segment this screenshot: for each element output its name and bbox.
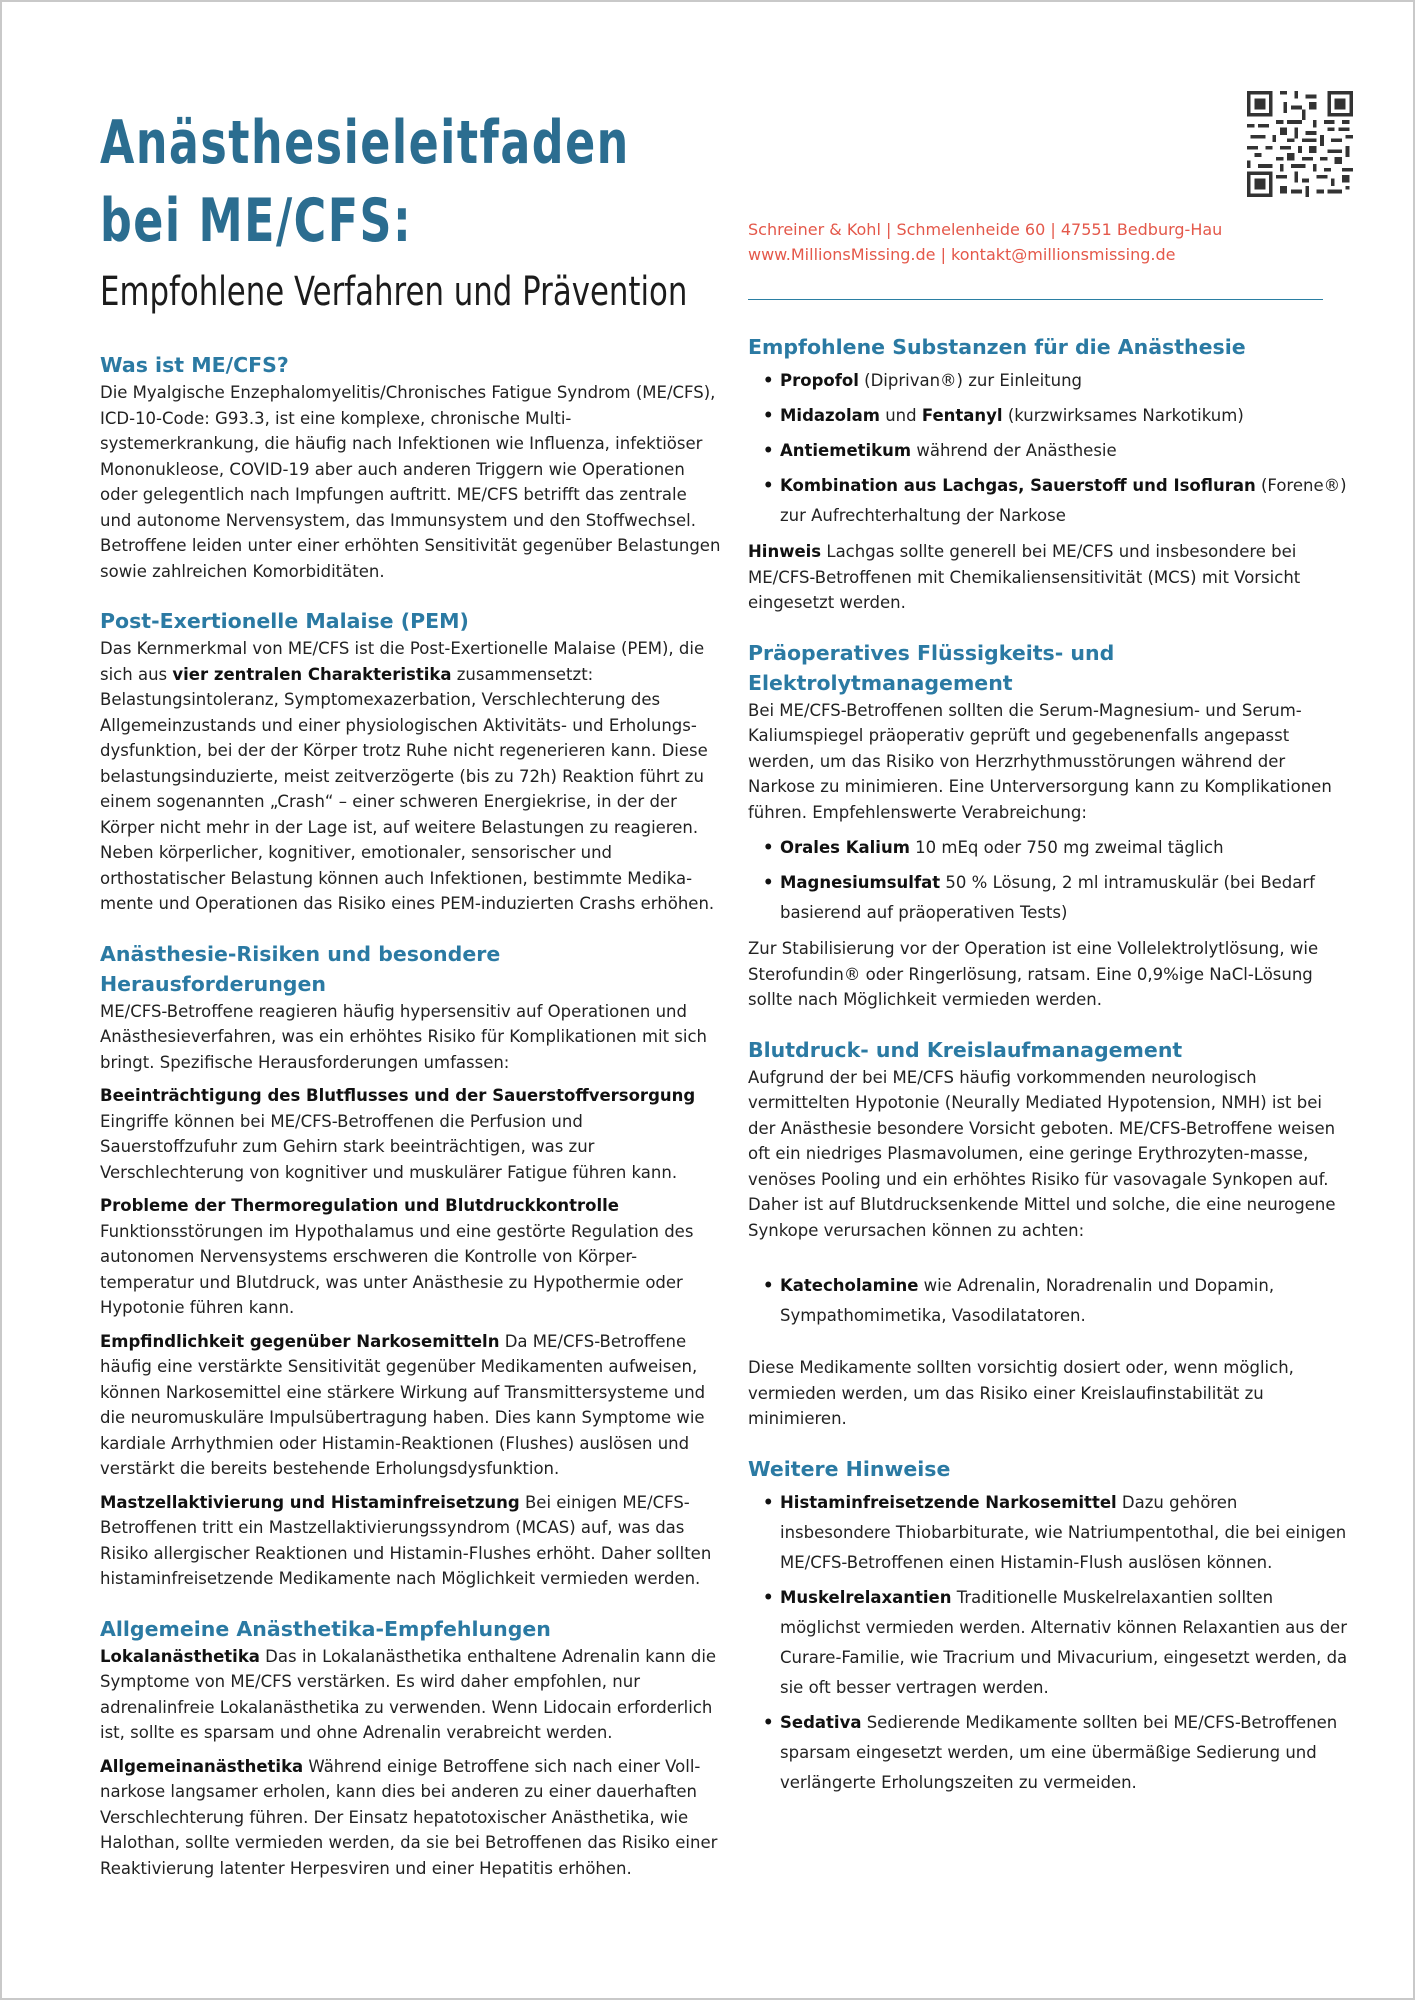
left-column	[100, 350, 722, 1903]
text-part: 50 % Lösung, 2 ml intramuskulär (bei Bedarf basierend auf präoperativen Tests)	[780, 873, 1315, 922]
list-item	[748, 1271, 1348, 1331]
bold-term: Allgemeinanästhetika	[100, 1756, 304, 1776]
bold-term: Hinweis	[748, 542, 822, 561]
list-item	[748, 833, 1348, 863]
list-item	[748, 366, 1348, 396]
text-part: und	[879, 406, 922, 425]
bullet-icon: •	[763, 371, 774, 390]
text-part: Bei einigen ME/CFS-Betroffenen tritt ein Mastzellaktivierungssyndrom (MCAS) auf, was das Risiko allergischer Reaktionen und Histamin-Flushes erhöht. Daher sollten histaminfreisetzende Medikamente nach Möglichkeit vermieden werden.	[100, 1492, 712, 1588]
bold-term: Propofol	[780, 371, 859, 390]
section-heading: Allgemeine Anästhetika-Empfehlungen	[100, 1616, 551, 1641]
section-heading: Empfohlene Substanzen für die Anästhesie	[748, 335, 1246, 359]
bullet-list	[748, 1271, 1348, 1331]
bullet-icon: •	[763, 476, 774, 495]
text-part: 10 mEq oder 750 mg zweimal täglich	[909, 838, 1224, 857]
bullet-icon: •	[763, 1587, 774, 1607]
bold-term: Histaminfreisetzende Narkosemittel	[780, 1492, 1117, 1512]
bullet-list	[748, 833, 1348, 928]
text-part: Sedierende Medikamente sollten bei ME/CFS-Betroffenen sparsam eingesetzt werden, um eine übermäßige Sedierung und verlängerte Erholungszeiten zu vermeiden.	[780, 1712, 1338, 1792]
section-heading: Anästhesie-Risiken und besondere Herausforderungen	[100, 941, 501, 996]
risk-paragraph	[100, 1329, 722, 1482]
list-item	[748, 1583, 1348, 1703]
bullet-list	[748, 366, 1348, 531]
list-item	[748, 1708, 1348, 1798]
section-empfohlene-substanzen	[748, 332, 1348, 616]
text-part: Während einige Betroffene sich nach einer Voll-narkose langsamer erholen, kann dies bei anderen zu einer dauerhaften Verschlechterung führen. Der Einsatz hepatotoxischer Anästhetika, wie Halothan, sollte vermieden werden, da sie bei Betroffenen das Risiko einer Reaktivierung latenter Herpesviren und einer Hepatitis erhöhen.	[100, 1756, 718, 1878]
section-anaesthesie-risiken	[100, 939, 722, 1592]
risk-paragraph	[100, 1193, 722, 1321]
bullet-icon: •	[763, 441, 774, 460]
bold-term: Fentanyl	[921, 406, 1003, 425]
page-title	[100, 104, 630, 260]
text-part: Da ME/CFS-Betroffene häufig eine verstärkte Sensitivität gegenüber Medikamenten aufweisen, können Narkosemittel eine stärkere Wirkung auf Transmittersysteme und die neuromuskuläre Impulsübertragung haben. Dies kann Symptome wie kardiale Arrhythmien oder Histamin-Reaktionen (Flushes) auslösen und verstärkt die bereits bestehende Erholungsdysfunktion.	[100, 1331, 706, 1478]
text-part: Das Kernmerkmal von ME/CFS ist die Post-Exertionelle Malaise (PEM), die sich aus	[100, 639, 705, 684]
bold-term: Orales Kalium	[780, 838, 910, 857]
bold-term: Muskelrelaxantien	[780, 1587, 952, 1607]
bullet-list	[748, 1488, 1348, 1798]
section-outro: Diese Medikamente sollten vorsichtig dosiert oder, wenn möglich, vermieden werden, um das Risiko einer Kreislaufinstabilität zu minimieren.	[748, 1358, 1294, 1428]
section-intro: ME/CFS-Betroffene reagieren häufig hypersensitiv auf Operationen und Anästhesieverfahren, was ein erhöhtes Risiko für Komplikationen mit sich bringt. Spezifische Herausforderungen umfassen:	[100, 1001, 708, 1072]
bullet-icon: •	[763, 838, 774, 857]
text-part: Dazu gehören insbesondere Thiobarbiturate, wie Natriumpentothal, die bei einigen ME/CFS-Betroffenen einen Histamin-Flush auslösen können.	[780, 1492, 1347, 1572]
bold-term: Sedativa	[780, 1712, 862, 1732]
section-blutdruck-management	[748, 1035, 1348, 1432]
text-part: Eingriffe können bei ME/CFS-Betroffenen die Perfusion und Sauerstoffzufuhr zum Gehirn stark beeinträchtigen, was zur Verschlechterung von kognitiver und muskulärer Fatigue führen kann.	[100, 1111, 678, 1182]
divider-line	[748, 299, 1323, 300]
text-part: Das in Lokalanästhetika enthaltene Adrenalin kann die Symptome von ME/CFS verstärken. Es wird daher empfohlen, nur adrenalinfreie Lokalanästhetika zu verwenden. Wenn Lidocain erforderlich ist, sollte es sparsam und ohne Adrenalin verabreicht werden.	[100, 1646, 717, 1742]
section-outro: Zur Stabilisierung vor der Operation ist eine Vollelektrolytlösung, wie Sterofundin® oder Ringerlösung, ratsam. Eine 0,9%ige NaCl-Lösung sollte nach Möglichkeit vermieden werden.	[748, 939, 1319, 1009]
title-line-1: Anästhesieleitfaden	[100, 108, 630, 178]
section-fluessigkeits-management	[748, 638, 1348, 1013]
bullet-icon: •	[763, 1712, 774, 1732]
bold-term: Empfindlichkeit gegenüber Narkosemitteln	[100, 1331, 500, 1351]
list-item	[748, 436, 1348, 466]
text-part: wie Adrenalin, Noradrenalin und Dopamin, Sympathomimetika, Vasodilatatoren.	[780, 1276, 1275, 1325]
risk-paragraph	[100, 1490, 722, 1592]
risk-paragraph	[100, 1083, 722, 1185]
text-part: (Diprivan®) zur Einleitung	[858, 371, 1083, 390]
list-item	[748, 401, 1348, 431]
section-heading: Blutdruck- und Kreislaufmanagement	[748, 1037, 1183, 1062]
bullet-icon: •	[763, 1276, 774, 1295]
bullet-icon: •	[763, 406, 774, 425]
text-part: während der Anästhesie	[911, 441, 1117, 460]
text-part: Lachgas sollte generell bei ME/CFS und insbesondere bei ME/CFS-Betroffenen mit Chemikaliensensitivität (MCS) mit Vorsicht eingesetzt werden.	[748, 542, 1301, 612]
section-intro: Bei ME/CFS-Betroffenen sollten die Serum-Magnesium- und Serum-Kaliumspiegel präoperativ geprüft und gegebenenfalls angepasst werden, um das Risiko von Herzrhythmusstörungen während der Narkose zu minimieren. Eine Unterversorgung kann zu Komplikationen führen. Empfehlenswerte Verabreichung:	[748, 700, 1332, 822]
bold-term: Probleme der Thermoregulation und Blutdruckkontrolle	[100, 1196, 619, 1215]
bold-term: Lokalanästhetika	[100, 1646, 260, 1666]
section-heading: Post-Exertionelle Malaise (PEM)	[100, 609, 469, 633]
contact-address: Schreiner & Kohl | Schmelenheide 60 | 47551 Bedburg-Hau	[748, 220, 1223, 239]
bold-term: Mastzellaktivierung und Histaminfreisetzung	[100, 1492, 520, 1512]
section-intro: Aufgrund der bei ME/CFS häufig vorkommenden neurologisch vermittelten Hypotonie (Neurally Mediated Hypotension, NMH) ist bei der Anästhesie besondere Vorsicht geboten. ME/CFS-Betroffene weisen oft ein niedriges Plasmavolumen, eine geringe Erythrozyten-masse, venöses Pooling und ein erhöhtes Risiko für vasovagale Synkopen auf. Daher ist auf Blutdrucksenkende Mittel und solche, die eine neurogene Synkope verursachen können zu achten:	[748, 1067, 1336, 1240]
section-weitere-hinweise	[748, 1454, 1348, 1798]
list-item	[748, 868, 1348, 928]
bold-term: Antiemetikum	[780, 441, 912, 460]
section-text: Die Myalgische Enzephalomyelitis/Chronisches Fatigue Syndrom (ME/CFS), ICD-10-Code: G93.3, ist eine komplexe, chronische Multi-systemerkrankung, die häufig nach Infektionen wie Influenza, infektiöser Mononukleose, COVID-19 aber auch anderen Triggern wie Operationen oder gelegentlich nach Impfungen auftritt. ME/CFS betrifft das zentrale und autonome Nervensystem, das Immunsystem und den Stoffwechsel. Betroffene leiden unter einer erhöhten Sensitivität gegenüber Belastungen sowie zahlreichen Komorbiditäten.	[100, 383, 721, 581]
section-pem	[100, 606, 722, 917]
right-column	[748, 332, 1348, 1820]
bold-term: vier zentralen Charakteristika	[172, 664, 452, 684]
contact-web-email[interactable]: www.MillionsMissing.de | kontakt@millionsmissing.de	[748, 245, 1176, 264]
text-part: (kurzwirksames Narkotikum)	[1002, 406, 1244, 425]
recommendation-paragraph	[100, 1644, 722, 1746]
qr-code-icon[interactable]	[1247, 91, 1353, 197]
contact-block	[748, 217, 1348, 267]
bold-term: Magnesiumsulfat	[780, 873, 941, 892]
section-heading: Präoperatives Flüssigkeits- und Elektrolytmanagement	[748, 640, 1115, 695]
recommendation-paragraph	[100, 1754, 722, 1882]
bold-term: Midazolam	[780, 406, 880, 425]
bold-term: Beeinträchtigung des Blutflusses und der Sauerstoffversorgung	[100, 1086, 696, 1105]
section-allgemeine-empfehlungen	[100, 1614, 722, 1882]
section-text	[100, 636, 722, 917]
text-part: (Forene®) zur Aufrechterhaltung der Narkose	[780, 476, 1347, 525]
bullet-icon: •	[763, 1492, 774, 1512]
list-item	[748, 1488, 1348, 1578]
text-part: zusammensetzt: Belastungsintoleranz, Symptomexazerbation, Verschlechterung des Allgemeinzustands und einer physiologischen Aktivitäts- und Erholungs-dysfunktion, bei der der Körper trotz Ruhe nicht regenerieren kann. Diese belastungsinduzierte, meist zeitverzögerte (bis zu 72h) Reaktion führt zu einem sogenannten „Crash“ – einer schweren Energiekrise, in der der Körper nicht mehr in der Lage ist, auf weitere Belastungen zu reagieren. Neben körperlicher, kognitiver, emotionaler, sensorischer und orthostatischer Belastung können auch Infektionen, bestimmte Medika-mente und Operationen das Risiko eines PEM-induzierten Crashs erhöhen.	[100, 664, 715, 913]
bold-term: Katecholamine	[780, 1276, 919, 1295]
list-item	[748, 471, 1348, 531]
bold-term: Kombination aus Lachgas, Sauerstoff und Isofluran	[780, 476, 1256, 495]
section-heading: Weitere Hinweise	[748, 1456, 951, 1481]
text-part: Funktionsstörungen im Hypothalamus und eine gestörte Regulation des autonomen Nervensystems erschweren die Kontrolle von Körper-temperatur und Blutdruck, was unter Anästhesie zu Hypothermie oder Hypotonie führen kann.	[100, 1221, 694, 1317]
text-part: Traditionelle Muskelrelaxantien sollten möglichst vermieden werden. Alternativ können Relaxantien aus der Curare-Familie, wie Tracrium und Mivacurium, eingesetzt werden, da sie oft besser vertragen werden.	[780, 1587, 1348, 1697]
section-heading: Was ist ME/CFS?	[100, 353, 289, 377]
section-was-ist-mecfs	[100, 350, 722, 584]
hint-paragraph	[748, 539, 1348, 616]
page-subtitle: Empfohlene Verfahren und Prävention	[100, 269, 688, 315]
title-line-2: bei ME/CFS:	[100, 186, 413, 256]
bullet-icon: •	[763, 873, 774, 892]
